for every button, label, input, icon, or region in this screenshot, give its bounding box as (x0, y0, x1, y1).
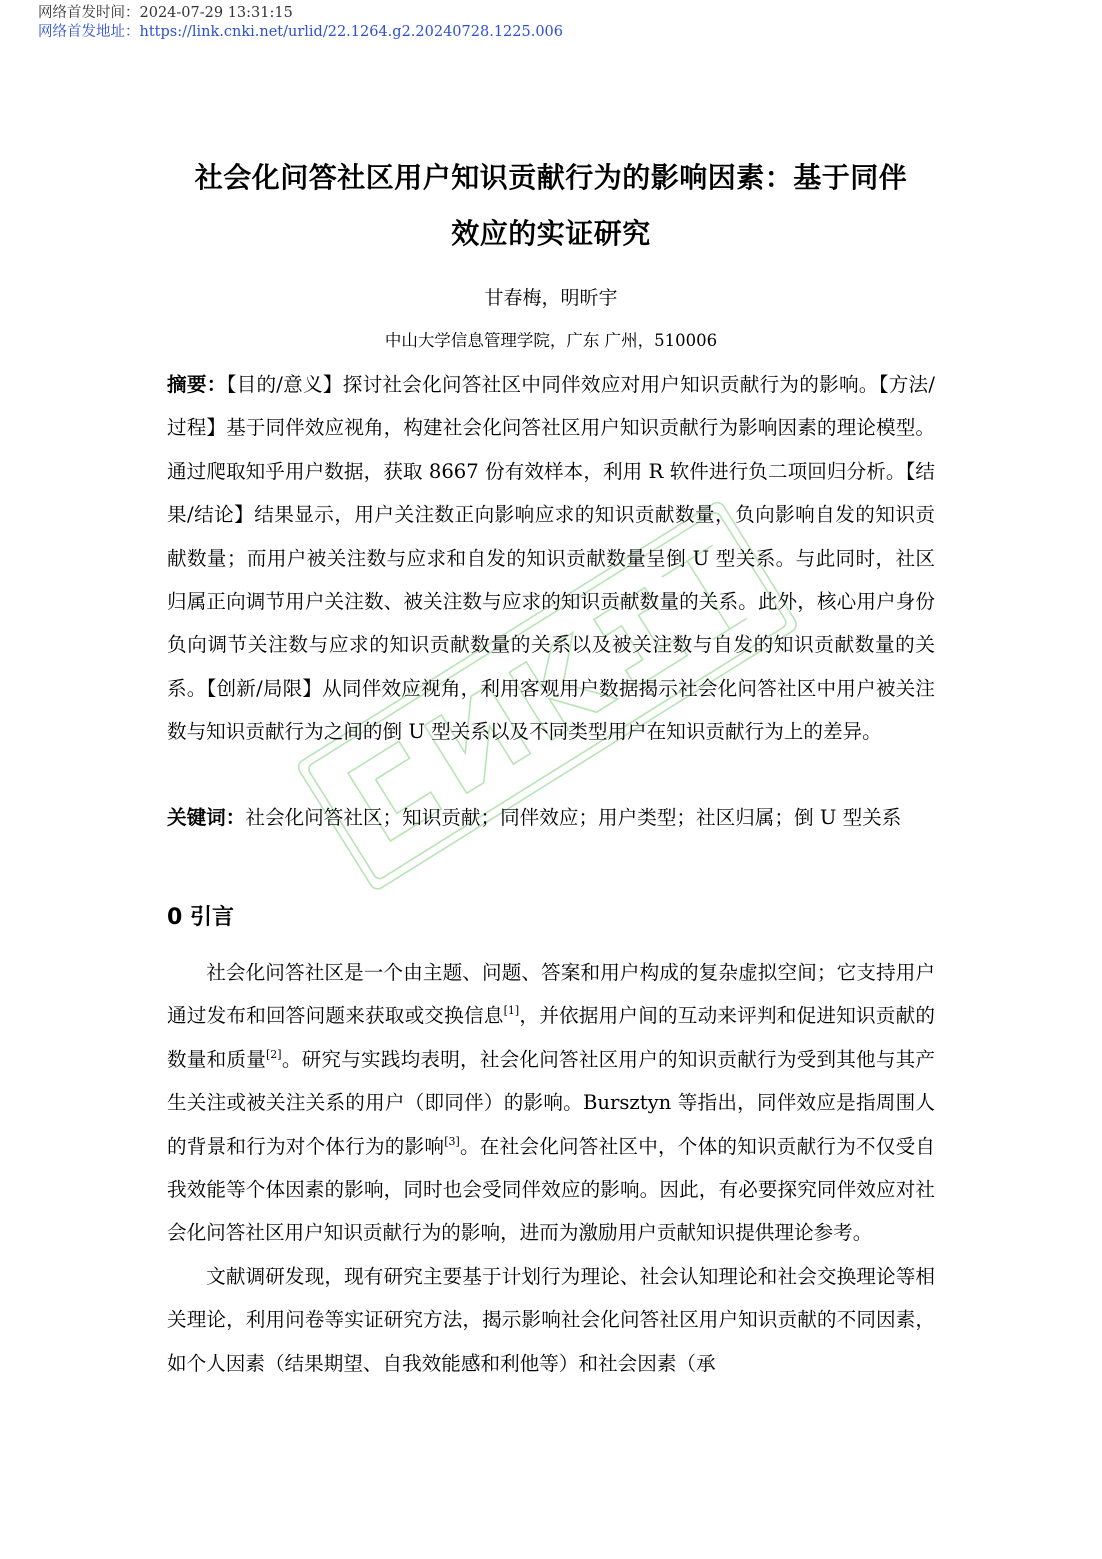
online-publish-url[interactable]: 网络首发地址：https://link.cnki.net/urlid/22.1264.g2.20240728.1225.006 (38, 24, 564, 40)
intro-text-segment: 社会化问答社区是一个由主题、问题、答案和用户构成的复杂虚拟空间；它支持用户通过发布和回答问题来获取或交换信息 (167, 961, 935, 1028)
citation-ref-3[interactable]: [3] (444, 1134, 460, 1148)
intro-paragraph-2: 文献调研发现，现有研究主要基于计划行为理论、社会认知理论和社会交换理论等相关理论，利用问卷等实证研究方法，揭示影响社会化问答社区用户知识贡献的不同因素，如个人因素（结果期望、自我效能感和利他等）和社会因素（承 (167, 1264, 935, 1375)
citation-ref-2[interactable]: [2] (266, 1047, 282, 1061)
keywords-label: 关键词： (167, 806, 246, 829)
keywords-text: 社会化问答社区；知识贡献；同伴效应；用户类型；社区归属；倒 U 型关系 (245, 806, 902, 829)
abstract (167, 363, 935, 754)
paper-title-line-1: 社会化问答社区用户知识贡献行为的影响因素：基于同伴 (194, 161, 908, 194)
intro-paragraph-1 (167, 951, 935, 1255)
intro-text-segment: 。在社会化问答社区中，个体的知识贡献行为不仅受自我效能等个体因素的影响，同时也会受同伴效应的影响。因此，有必要探究同伴效应对社会化问答社区用户知识贡献行为的影响，进而为激励用户贡献知识提供理论参考。 (167, 1134, 936, 1245)
paper-title-line-2: 效应的实证研究 (451, 217, 651, 250)
abstract-text: 【目的/意义】探讨社会化问答社区中同伴效应对用户知识贡献行为的影响。【方法/过程】基于同伴效应视角，构建社会化问答社区用户知识贡献行为影响因素的理论模型。通过爬取知乎用户数据，获取 8667 份有效样本，利用 R 软件进行负二项回归分析。【结果/结论】结果显示，用户关注数正向影响应求的知识贡献数量，负向影响自发的知识贡献数量；而用户被关注数与应求和自发的知识贡献数量呈倒 U 型关系。与此同时，社区归属正向调节用户关注数、被关注数与应求的知识贡献数量的关系。此外，核心用户身份负向调节关注数与应求的知识贡献数量的关系以及被关注数与自发的知识贡献数量的关系。【创新/局限】从同伴效应视角，利用客观用户数据揭示社会化问答社区中用户被关注数与知识贡献行为之间的倒 U 型关系以及不同类型用户在知识贡献行为上的差异。 (167, 373, 936, 744)
online-publish-time: 网络首发时间：2024-07-29 13:31:15 (38, 5, 293, 21)
introduction-body (167, 951, 935, 1385)
author-affiliation: 中山大学信息管理学院，广东 广州，510006 (384, 331, 718, 350)
keywords (167, 796, 935, 839)
intro-text-segment: 。研究与实践均表明，社会化问答社区用户的知识贡献行为受到其他与其产生关注或被关注关系的用户（即同伴）的影响。Bursztyn 等指出，同伴效应是指周围人的背景和行为对个体行为的影响 (167, 1047, 936, 1158)
publication-info (38, 4, 563, 42)
section-heading-introduction: 0 引言 (167, 905, 234, 930)
abstract-label: 摘要： (167, 373, 227, 396)
paper-title (160, 150, 942, 262)
intro-text-segment: ，并依据用户间的互动来评判和促进知识贡献的数量和质量 (167, 1004, 936, 1071)
citation-ref-1[interactable]: [1] (503, 1004, 520, 1018)
paper-authors: 甘春梅，明昕宇 (484, 287, 618, 309)
